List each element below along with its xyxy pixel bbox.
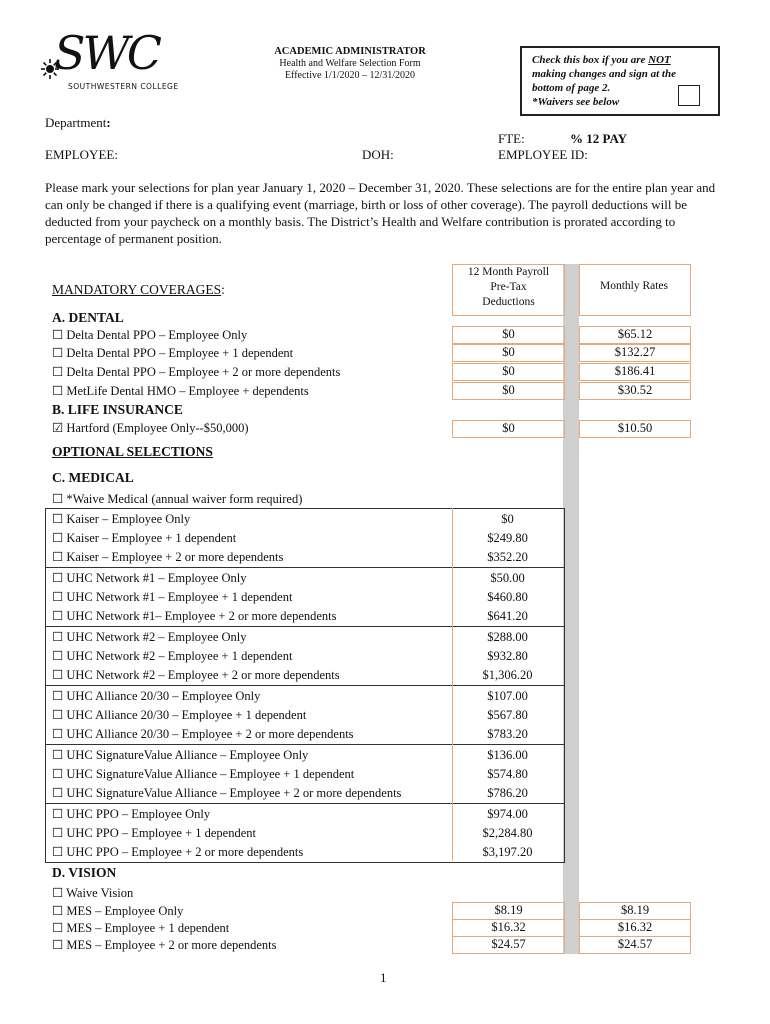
life-insurance-option[interactable]: ☑ Hartford (Employee Only--$50,000) — [52, 421, 249, 435]
life-deduction: $0 — [452, 420, 565, 438]
medical-option[interactable]: ☐ UHC Network #1– Employee + 2 or more dependents — [52, 609, 337, 623]
dental-rate: $65.12 — [579, 326, 691, 344]
medical-option[interactable]: ☐ Kaiser – Employee Only — [52, 512, 191, 526]
medical-deduction: $50.00 — [490, 571, 525, 585]
waiver-line-2: making changes and sign at the — [532, 68, 676, 80]
medical-option[interactable]: ☐ Kaiser – Employee + 1 dependent — [52, 531, 237, 545]
waive-medical-option[interactable]: ☐ *Waive Medical (annual waiver form required) — [52, 492, 303, 506]
vision-heading: D. VISION — [52, 865, 117, 880]
dental-option[interactable]: ☐ Delta Dental PPO – Employee Only — [52, 328, 248, 342]
dental-option[interactable]: ☐ Delta Dental PPO – Employee + 2 or more dependents — [52, 365, 341, 379]
medical-option[interactable]: ☐ UHC PPO – Employee + 1 dependent — [52, 826, 256, 840]
medical-option[interactable]: ☐ UHC Network #1 – Employee Only — [52, 571, 247, 585]
pay-label: % 12 PAY — [570, 131, 628, 146]
logo-wordmark: SWC — [54, 26, 159, 80]
no-changes-box — [520, 46, 720, 116]
medical-deduction: $288.00 — [487, 630, 528, 644]
waiver-line-4: *Waivers see below — [532, 96, 620, 108]
medical-option[interactable]: ☐ UHC Network #2 – Employee + 2 or more dependents — [52, 668, 340, 682]
vision-deduction: $8.19 — [452, 902, 565, 920]
vision-option[interactable]: ☐ MES – Employee + 2 or more dependents — [52, 938, 277, 952]
medical-heading: C. MEDICAL — [52, 470, 134, 485]
fte-label: FTE: — [498, 131, 525, 146]
medical-option[interactable]: ☐ UHC PPO – Employee + 2 or more dependents — [52, 845, 304, 859]
dental-heading: A. DENTAL — [52, 310, 124, 325]
medical-option[interactable]: ☐ UHC Alliance 20/30 – Employee + 1 dependent — [52, 708, 307, 722]
life-rate: $10.50 — [579, 420, 691, 438]
medical-deduction: $2,284.80 — [482, 826, 533, 840]
medical-deduction: $786.20 — [487, 786, 528, 800]
employee-label: EMPLOYEE: — [45, 147, 118, 162]
medical-option[interactable]: ☐ UHC Network #1 – Employee + 1 dependent — [52, 590, 293, 604]
optional-selections-heading: OPTIONAL SELECTIONS — [52, 444, 213, 459]
life-insurance-heading: B. LIFE INSURANCE — [52, 402, 183, 417]
doh-label: DOH: — [362, 147, 394, 162]
instructions-paragraph: Please mark your selections for plan year January 1, 2020 – December 31, 2020. These selections are for the entire plan year and can only be changed if there is a qualifying event (marriage, birth or loss of other coverage). The payroll deductions will be deducted from your paycheck on a monthly basis. The District’s Health and Welfare contribution is prorated according to percentage of permanent position. — [45, 180, 716, 246]
form-title: ACADEMIC ADMINISTRATOR — [274, 46, 426, 57]
vision-option[interactable]: ☐ MES – Employee + 1 dependent — [52, 921, 230, 935]
medical-option[interactable]: ☐ UHC SignatureValue Alliance – Employee + 2 or more dependents — [52, 786, 402, 800]
waiver-line-1: Check this box if you are NOT — [532, 54, 671, 66]
dental-deduction: $0 — [452, 363, 565, 381]
medical-deduction: $974.00 — [487, 807, 528, 821]
medical-option[interactable]: ☐ UHC Alliance 20/30 – Employee Only — [52, 689, 261, 703]
vision-rate: $16.32 — [579, 919, 691, 937]
dental-option[interactable]: ☐ MetLife Dental HMO – Employee + dependents — [52, 384, 309, 398]
dental-deduction: $0 — [452, 382, 565, 400]
waive-vision-option[interactable]: ☐ Waive Vision — [52, 886, 134, 900]
vision-deduction: $16.32 — [452, 919, 565, 937]
medical-deduction: $136.00 — [487, 748, 528, 762]
page-number: 1 — [380, 970, 387, 985]
medical-option[interactable]: ☐ Kaiser – Employee + 2 or more dependents — [52, 550, 284, 564]
dental-rate: $186.41 — [579, 363, 691, 381]
form-effective-dates: Effective 1/1/2020 – 12/31/2020 — [284, 70, 416, 81]
medical-deduction: $783.20 — [487, 727, 528, 741]
vision-rate: $24.57 — [579, 936, 691, 954]
medical-option[interactable]: ☐ UHC PPO – Employee Only — [52, 807, 211, 821]
employee-id-label: EMPLOYEE ID: — [498, 147, 588, 162]
waiver-line-3: bottom of page 2. — [532, 82, 611, 94]
medical-option[interactable]: ☐ UHC Network #2 – Employee + 1 dependent — [52, 649, 293, 663]
medical-deduction: $641.20 — [487, 609, 528, 623]
column-divider — [563, 264, 579, 954]
dental-deduction: $0 — [452, 326, 565, 344]
monthly-rates-header: Monthly Rates — [599, 280, 669, 292]
dental-deduction: $0 — [452, 344, 565, 362]
vision-rate: $8.19 — [579, 902, 691, 920]
no-changes-checkbox[interactable] — [678, 85, 700, 106]
department-label: Department: — [45, 115, 111, 130]
medical-deduction: $460.80 — [487, 590, 528, 604]
medical-deduction: $574.80 — [487, 767, 528, 781]
medical-deduction: $352.20 — [487, 550, 528, 564]
medical-option[interactable]: ☐ UHC SignatureValue Alliance – Employee Only — [52, 748, 309, 762]
medical-deduction: $567.80 — [487, 708, 528, 722]
medical-deduction: $107.00 — [487, 689, 528, 703]
medical-deduction: $3,197.20 — [482, 845, 533, 859]
payroll-deductions-header: 12 Month Payroll Pre-Tax Deductions — [452, 264, 565, 316]
form-subtitle: Health and Welfare Selection Form — [279, 58, 421, 69]
dental-rate: $132.27 — [579, 344, 691, 362]
dental-rate: $30.52 — [579, 382, 691, 400]
rates-header-box — [579, 264, 691, 316]
college-logo — [40, 28, 180, 98]
mandatory-coverages-heading: MANDATORY COVERAGES: — [52, 282, 225, 297]
medical-deduction: $0 — [501, 512, 514, 526]
logo-subtitle: SOUTHWESTERN COLLEGE — [68, 82, 179, 91]
medical-deduction: $932.80 — [487, 649, 528, 663]
vision-option[interactable]: ☐ MES – Employee Only — [52, 904, 184, 918]
medical-option[interactable]: ☐ UHC Alliance 20/30 – Employee + 2 or more dependents — [52, 727, 354, 741]
form-header — [240, 46, 460, 82]
medical-option[interactable]: ☐ UHC SignatureValue Alliance – Employee + 1 dependent — [52, 767, 355, 781]
medical-deduction: $1,306.20 — [482, 668, 533, 682]
medical-deduction: $249.80 — [487, 531, 528, 545]
dental-option[interactable]: ☐ Delta Dental PPO – Employee + 1 dependent — [52, 346, 294, 360]
vision-deduction: $24.57 — [452, 936, 565, 954]
medical-option[interactable]: ☐ UHC Network #2 – Employee Only — [52, 630, 247, 644]
